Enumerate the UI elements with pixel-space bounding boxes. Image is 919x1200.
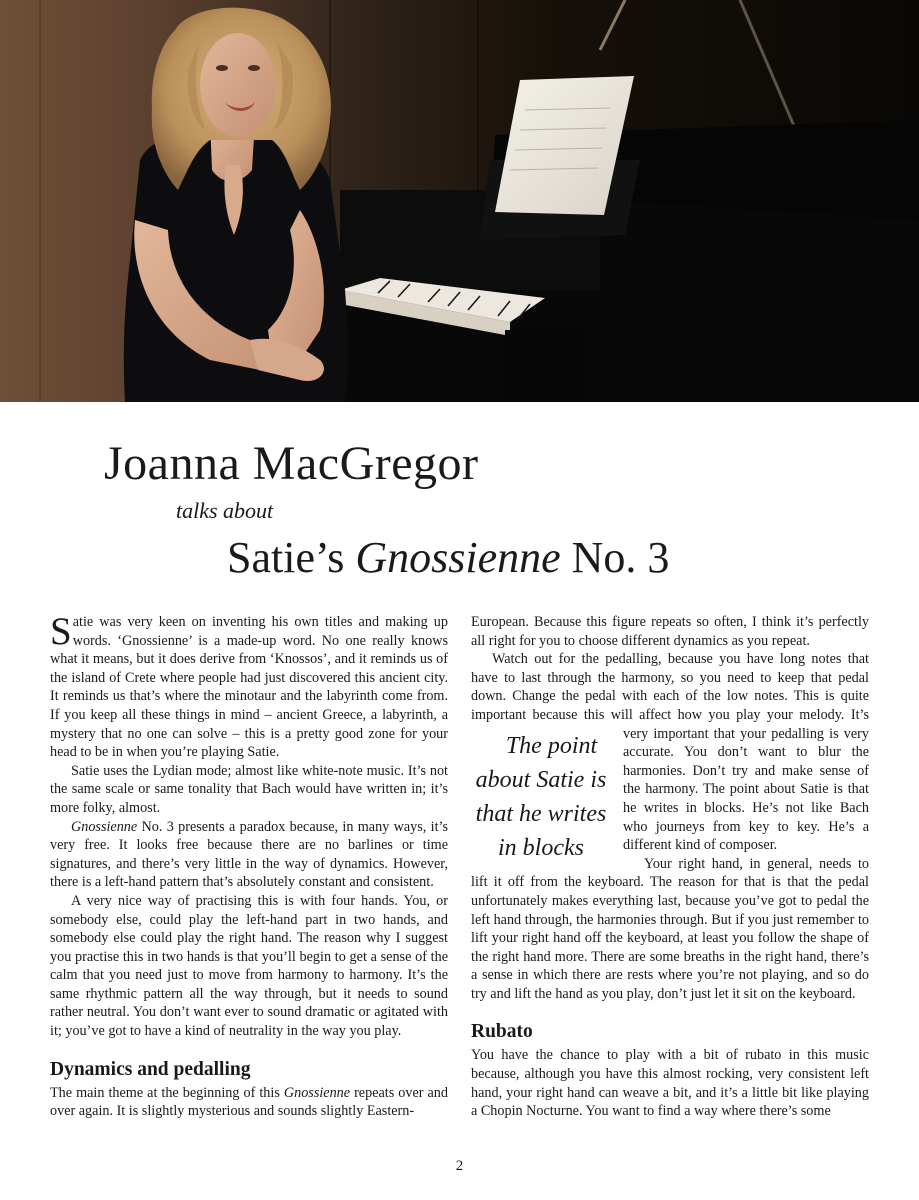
paragraph-paradox-italic: Gnossienne	[71, 818, 138, 835]
paragraph-pedalling	[471, 650, 869, 861]
right-column	[471, 613, 869, 1121]
piece-title-suffix: No. 3	[571, 533, 670, 582]
page-number: 2	[455, 1158, 464, 1174]
paragraph-pedalling-text: Watch out for the pedalling, because you have long notes that have to last through the harmony, so you need to keep that pedal down. Change the pedal with each of the low notes. This is quite important because this will affect how you play your melody. It’s	[471, 651, 869, 723]
paragraph-main-theme-italic: Gnossienne	[283, 1084, 351, 1101]
paragraph-rubato: You have the chance to play with a bit of rubato in this music because, although you have this almost rocking, very consistent left hand, your right hand can weave a bit, and it’s a little bit like playing a Chopin Nocturne. You want to find a way where there’s some	[471, 1047, 869, 1120]
article-author-name: Joanna MacGregor	[104, 437, 479, 490]
paragraph-eastern-european: European. Because this figure repeats so often, I think it’s perfectly all right for you to choose different dynamics as you repeat.	[471, 614, 869, 649]
paragraph-paradox	[50, 818, 448, 892]
paragraph-lydian: Satie uses the Lydian mode; almost like white-note music. It’s not the same scale or same tonality that Bach would have written in; it’s more folky, almost.	[50, 762, 448, 816]
pianist-photo	[0, 0, 919, 402]
heading-dynamics-pedalling: Dynamics and pedalling	[50, 1058, 251, 1080]
paragraph-intro-text: atie was very keen on inventing his own titles and making up words. ‘Gnossienne’ is a made-up word. No one really knows what it means, but it does derive from ‘Knossos’, and it reminds us of the island of Crete where people had just discovered this ancient city. It reminds us that’s where the minotaur and the labyrinth come from. If you keep all these things in mind – ancient Greece, a labyrinth, a mystery that no one can solve – this is a pretty good zone for your head to be in when you’re playing Satie.	[50, 614, 448, 761]
paragraph-main-theme	[50, 1084, 448, 1121]
drop-cap: S	[50, 610, 72, 653]
pianist-at-grand-piano-photo-icon	[0, 0, 919, 402]
piece-title-italic: Gnossienne	[355, 533, 561, 582]
paragraph-pedalling-rest: very important that your pedalling is very accurate. You don’t want to blur the harmonies. Don’t try and make sense of the harmony. The point about Satie is that he writes in blocks. He’s not like Bach who journeys from key to key. He’s a different kind of composer.	[623, 725, 869, 854]
paragraph-paradox-text: No. 3 presents a paradox because, in many ways, it’s very free. It looks free because there are no barlines or time signatures, and there’s very little in the way of dynamics. However, there is a left-hand pattern that’s absolutely constant and consistent.	[50, 818, 448, 891]
pull-quote: The point about Satie is that he writes in blocks	[475, 732, 607, 861]
paragraph-intro	[50, 610, 448, 762]
paragraph-main-theme-a: The main theme at the beginning of this	[50, 1084, 284, 1101]
left-column	[50, 610, 448, 1121]
piece-title-prefix: Satie’s	[227, 533, 345, 582]
piece-title	[227, 528, 669, 588]
talks-about-subtitle: talks about	[176, 498, 274, 523]
paragraph-main-theme-b: repeats over and over again. It is slightly mysterious and sounds slightly Eastern-	[50, 1084, 448, 1120]
heading-rubato: Rubato	[471, 1021, 533, 1043]
paragraph-right-hand: Your right hand, in general, needs to lift it off from the keyboard. The reason for that is that the pedal unfortunately makes everything last, because you’ve got to pedal the left hand through, the harmonies through. But if you just remember to lift your right hand off the keyboard, at least you follow the shape of the right hand more. There are some breaths in the right hand, there’s a sense in which there are rests where you’re not playing, and so do try and lift the hand as you play, don’t just let it sit on the keyboard.	[471, 855, 869, 1002]
paragraph-four-hands: A very nice way of practising this is with four hands. You, or somebody else, could play the left-hand part in two hands, and somebody else could play the right hand. The reason why I suggest you practise this in two hands is that you’ll begin to get a sense of the calm that you need just to move from harmony to harmony. It’s the same rhythmic pattern all the way through, but it needs to sound rather neutral. You don’t want ever to sound dramatic or agitated with it; you’ve got to have a kind of neutrality in the way you play.	[50, 892, 448, 1040]
